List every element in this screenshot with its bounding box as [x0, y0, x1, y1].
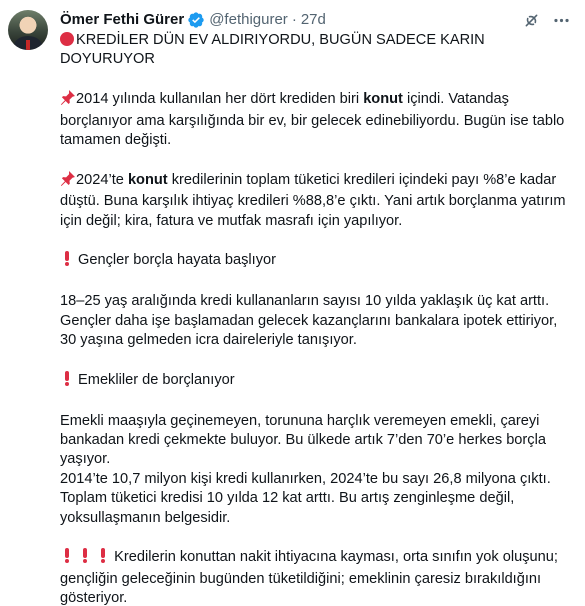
paragraph-4: 18–25 yaş aralığında kredi kullananların sayısı 10 yılda yaklaşık üç kat arttı. Gençler daha işe başlamadan gelecek kazançlarını bankalara ipotek ettiriyor, 30 yaşına gelmeden icra daireleriyle tanışıyor.: [60, 293, 558, 349]
tweet-content: [60, 10, 571, 606]
red-exclamation-emoji: [96, 547, 110, 569]
pushpin-emoji: [60, 170, 76, 192]
red-exclamation-emoji: [60, 370, 74, 392]
tweet-timestamp[interactable]: 27d: [300, 11, 326, 28]
more-icon[interactable]: [551, 10, 571, 30]
tweet-text: [60, 31, 571, 606]
paragraph-2-text-b: kredilerinin toplam tüketici kredileri içindeki payı %8’e kadar düştü. Buna karşılık ihtiyaç kredileri %88,8’e çıktı. Yani artık borçlanma yatırım için değil; kira, fatura ve mutfak masrafı için yapılıyor.: [60, 171, 566, 229]
paragraph-2-bold: konut: [127, 171, 168, 188]
author-name[interactable]: Ömer Fethi Gürer: [60, 11, 185, 28]
paragraph-8: [60, 547, 571, 606]
paragraph-7: 2014’te 10,7 milyon kişi kredi kullanırken, 2024’te bu sayı 26,8 milyona çıktı. Toplam tüketici kredisi 10 yılda 12 kat arttı. Bu artış zenginleşme değil, yoksullaşmanın belgesidir.: [60, 470, 551, 526]
paragraph-1-bold: konut: [363, 91, 403, 108]
avatar[interactable]: [8, 10, 48, 50]
section-heading-retirees: [60, 370, 571, 392]
red-exclamation-emoji: [78, 547, 92, 569]
tweet-header: [60, 10, 571, 30]
red-circle-emoji: [60, 32, 74, 46]
section-heading-retirees-text: Emekliler de borçlanıyor: [74, 371, 235, 388]
paragraph-1-text-b: içindi. Vatandaş borçlanıyor ama karşılığında bir ev, bir gelecek edinebiliyordu. Bugün ise tablo tamamen değişti.: [60, 91, 565, 149]
section-heading-youth-text: Gençler borçla hayata başlıyor: [74, 252, 276, 269]
paragraph-1-text-a: 2014 yılında kullanılan her dört krediden biri: [76, 91, 364, 108]
paragraph-2: [60, 170, 571, 231]
paragraph-6: Emekli maaşıyla geçinemeyen, torununa harçlık veremeyen emekli, çareyi bankadan kredi çekmekte buluyor. Bu ülkede artık 7’den 70’e herkes borçla yaşıyor.: [60, 412, 546, 468]
avatar-tie-detail: [26, 40, 30, 50]
red-exclamation-emoji: [60, 250, 74, 272]
headline-text: KREDİLER DÜN EV ALDIRIYORDU, BUGÜN SADECE KARIN DOYURUYOR: [60, 32, 485, 68]
paragraph-8-text: Kredilerin konuttan nakit ihtiyacına kayması, orta sınıfın yok oluşunu; gençliğin geleceğinin bugünden tüketildiğini; emeklinin çaresiz bırakıldığını gösteriyor.: [60, 549, 558, 606]
tweet-headline: [60, 31, 571, 70]
author-handle[interactable]: @fethigurer: [209, 11, 288, 28]
paragraph-1: [60, 89, 571, 150]
pushpin-emoji: [60, 89, 76, 111]
section-heading-youth: [60, 250, 571, 272]
red-exclamation-emoji: [60, 547, 74, 569]
paragraph-2-text-a: 2024’te: [76, 171, 128, 188]
grok-icon[interactable]: [521, 10, 541, 30]
header-separator: ·: [291, 11, 297, 28]
verified-badge-icon: [187, 11, 205, 29]
